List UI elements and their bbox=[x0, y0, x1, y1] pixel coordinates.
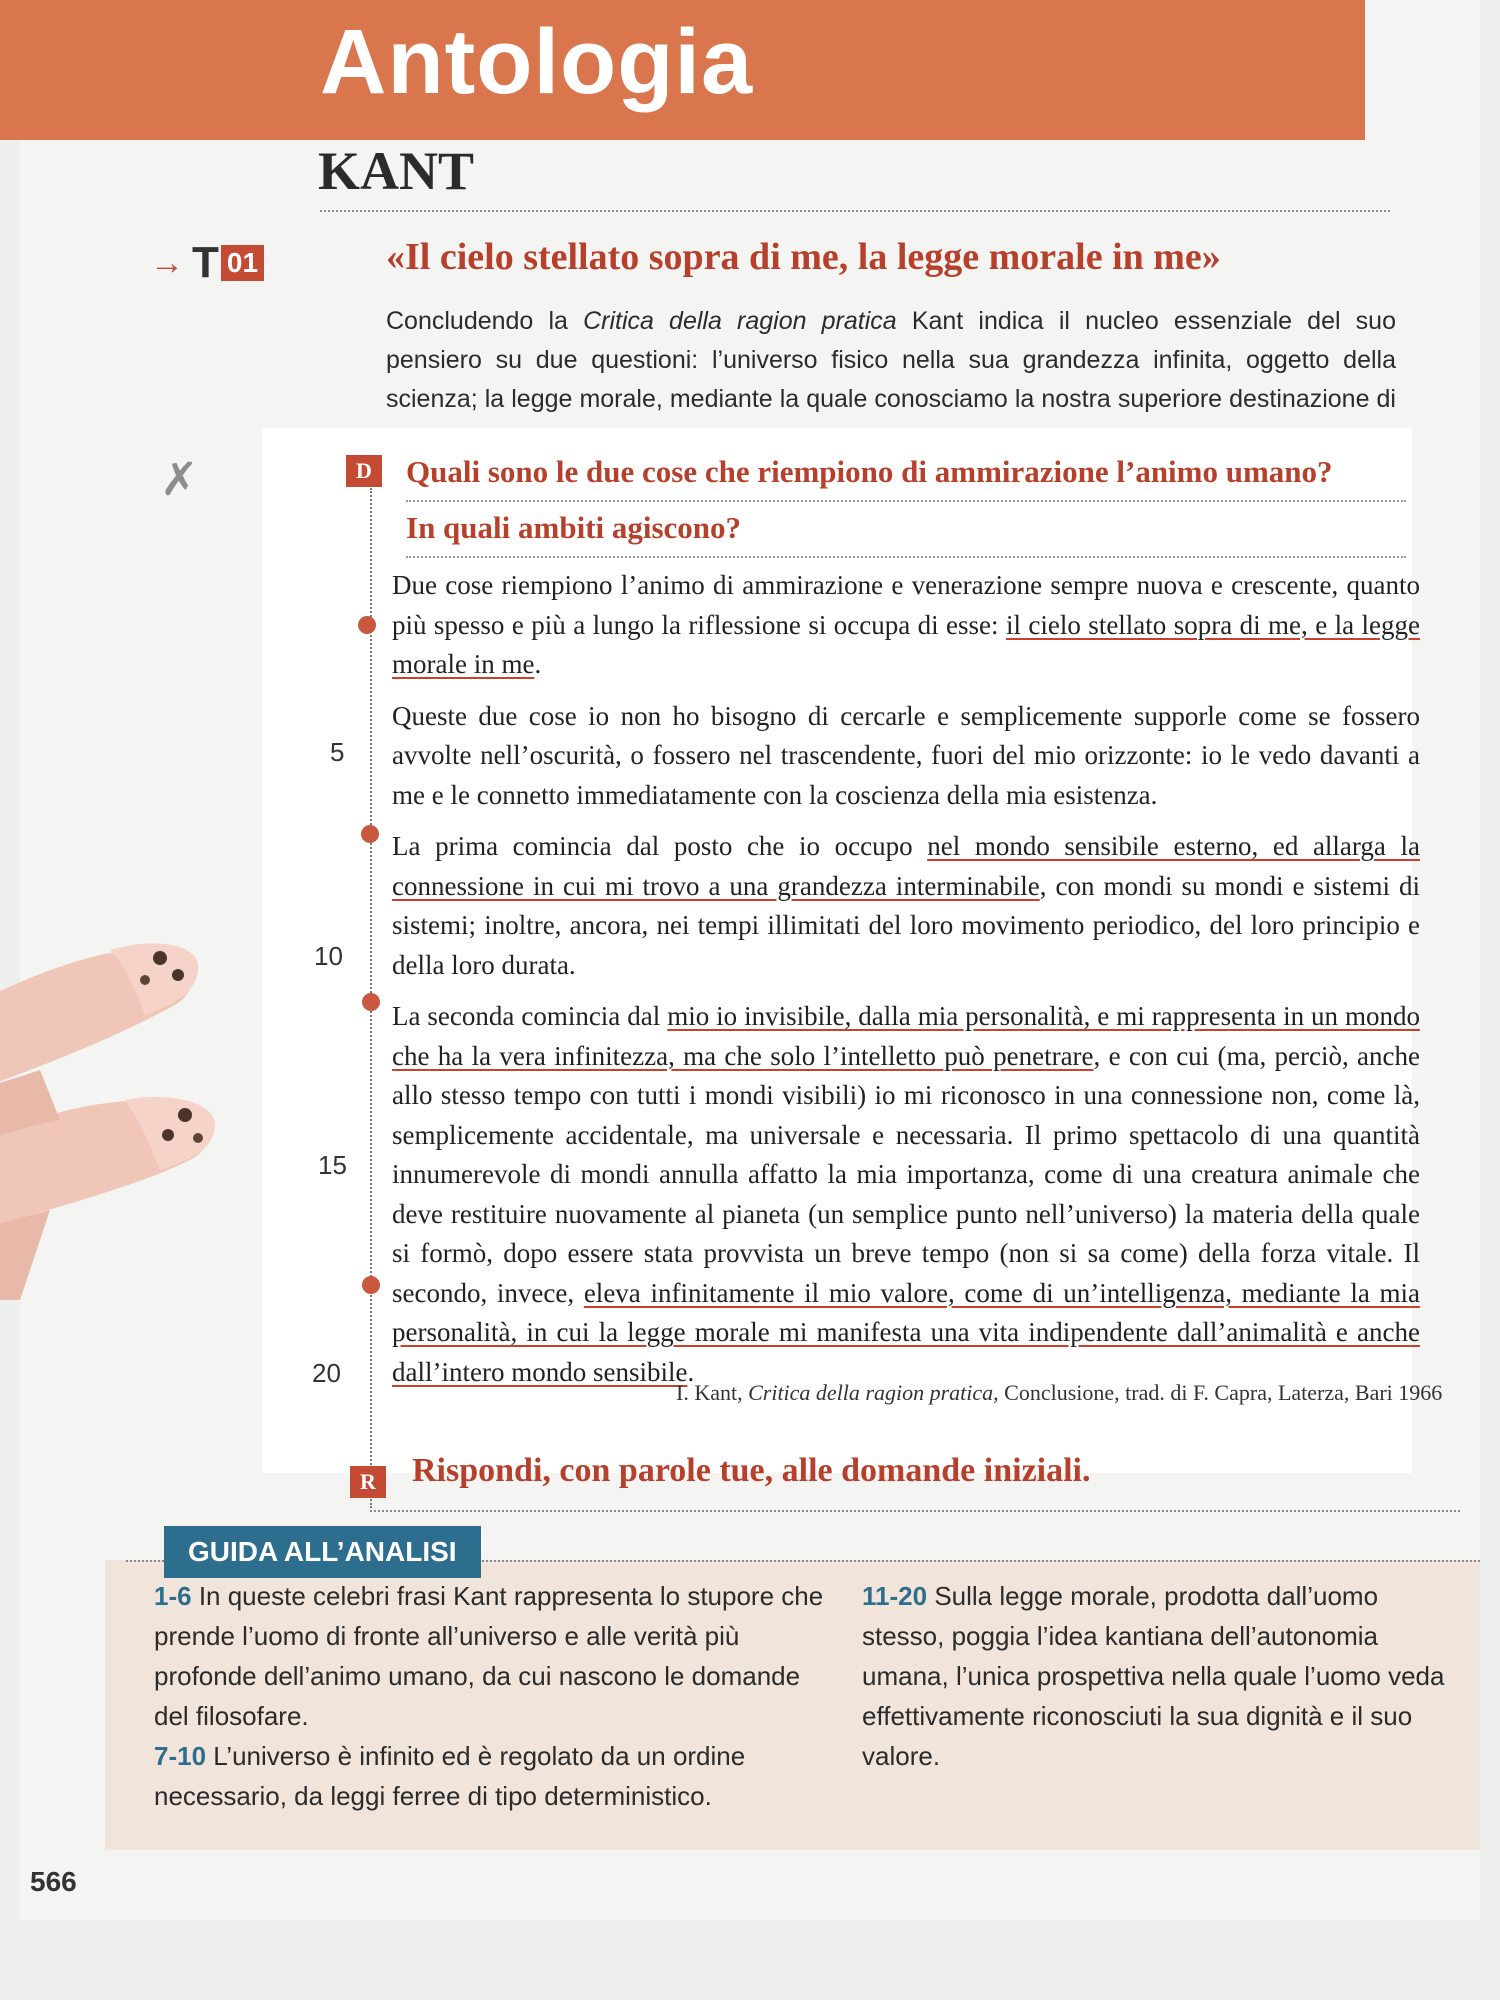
bullet-marker bbox=[358, 616, 376, 634]
line-number: 20 bbox=[312, 1358, 341, 1388]
underline-highlight: il cielo stellato sopra di me, e la legge morale in me bbox=[392, 609, 1420, 679]
guide-item: 11-20 Sulla legge morale, prodotta dall’uomo stesso, poggia l’idea kantiana dell’autonomia umana, l’unica prospettiva nella quale l’uomo veda effettivamente riconosciuti la sua dignità e il suo valore. bbox=[862, 1581, 1445, 1771]
divider bbox=[370, 1510, 1460, 1512]
line-number: 15 bbox=[318, 1150, 347, 1180]
question-badge: D bbox=[346, 455, 382, 487]
hand-fingers-image bbox=[0, 920, 270, 1300]
line-number: 10 bbox=[314, 941, 343, 971]
question-line-2: In quali ambiti agiscono? bbox=[406, 502, 1406, 558]
pencil-mark: ✗ bbox=[160, 452, 199, 506]
kant-passage bbox=[392, 566, 1420, 1404]
document-code bbox=[150, 238, 264, 288]
line-number: 5 bbox=[330, 737, 345, 767]
page-number: 566 bbox=[30, 1866, 77, 1897]
question-line-1: Quali sono le due cose che riempiono di ammirazione l’animo umano? bbox=[406, 446, 1406, 502]
header-band bbox=[0, 0, 1365, 140]
guide-column-right bbox=[862, 1576, 1462, 1776]
section-title: Antologia bbox=[320, 11, 754, 113]
paragraph-1: Due cose riempiono l’animo di ammirazione e venerazione sempre nuova e crescente, quanto più spesso e più a lungo la riflessione si occupa di esse: il cielo stellato sopra di me, e la legge morale in me. bbox=[392, 570, 1420, 679]
underline-highlight: eleva infinitamente il mio valore, come di un’intelligenza, mediante la mia personalità, in cui la legge morale mi manifesta una vita indipendente dall’animalità e anche dall’intero mondo sensibile bbox=[392, 1277, 1420, 1387]
respond-badge: R bbox=[350, 1466, 386, 1498]
analysis-guide-title: GUIDA ALL’ANALISI bbox=[164, 1526, 481, 1578]
respond-prompt: Rispondi, con parole tue, alle domande iniziali. bbox=[412, 1452, 1091, 1489]
author-heading: KANT bbox=[318, 141, 475, 201]
bullet-marker bbox=[362, 1276, 380, 1294]
bullet-marker bbox=[361, 825, 379, 843]
underline-highlight: mio io invisibile, dalla mia personalità, e mi rappresenta in un mondo che ha la vera infinitezza, ma che solo l’intelletto può penetrare bbox=[392, 1001, 1420, 1071]
paragraph-4: La seconda comincia dal mio io invisibile, dalla mia personalità, e mi rappresenta in un mondo che ha la vera infinitezza, ma che solo l’intelletto può penetrare, e con cui (ma, perciò, anche allo stesso tempo con tutti i mondi visibili) io mi riconosco in una connessione non, come là, semplicemente accidentale, ma universale e necessaria. Il primo spettacolo di una quantità innumerevole di mondi annulla affatto la mia importanza, come di una creatura animale che deve restituire nuovamente al pianeta (un semplice punto nell’universo) la materia della quale si formò, dopo essere stata provvista un breve tempo (non si sa come) della forza vitale. Il secondo, invece, eleva infinitamente il mio valore, come di un’intelligenza, mediante la mia personalità, in cui la legge morale mi manifesta una vita indipendente dall’animalità e anche dall’intero mondo sensibile. bbox=[392, 1001, 1421, 1387]
source-citation: I. Kant, Critica della ragion pratica, Conclusione, trad. di F. Capra, Laterza, Bari 1966 bbox=[676, 1380, 1443, 1405]
paragraph-3: La prima comincia dal posto che io occupo nel mondo sensibile esterno, ed allarga la connessione in cui mi trovo a una grandezza interminabile, con mondi su mondi e sistemi di sistemi; inoltre, ancora, nei tempi illimitati del loro movimento periodico, del loro principio e della loro durata. bbox=[392, 831, 1420, 980]
document-title: «Il cielo stellato sopra di me, la legge morale in me» bbox=[386, 236, 1221, 278]
guiding-question bbox=[406, 446, 1406, 558]
underline-highlight: nel mondo sensibile esterno, ed allarga la connessione in cui mi trovo a una grandezza interminabile bbox=[392, 831, 1420, 901]
divider bbox=[320, 210, 1390, 212]
code-number-badge: 01 bbox=[221, 245, 264, 281]
code-letter: T bbox=[192, 238, 219, 287]
intro-text: Concludendo la Critica della ragion pratica Kant indica il nucleo essenziale del suo pensiero su due questioni: l’universo fisico nella sua grandezza infinita, oggetto della scienza; la legge morale, mediante la quale conosciamo la nostra superiore destinazione di bbox=[386, 307, 1396, 413]
arrow-right-icon: → bbox=[150, 243, 184, 282]
guide-item: 7-10 L’universo è infinito ed è regolato da un ordine necessario, da leggi ferree di tipo deterministico. bbox=[154, 1741, 746, 1811]
bullet-marker bbox=[362, 993, 380, 1011]
guide-item: 1-6 In queste celebri frasi Kant rappresenta lo stupore che prende l’uomo di fronte all’universo e alle verità più profonde dell’animo umano, da cui nascono le domande del filosofare. bbox=[154, 1581, 824, 1731]
guide-column-left bbox=[154, 1576, 824, 1816]
paragraph-2: Queste due cose io non ho bisogno di cercarle e semplicemente supporle come se fossero avvolte nell’oscurità, o fossero nel trascendente, fuori del mio orizzonte: io le vedo davanti a me e le connetto immediatamente con la coscienza della mia esistenza. bbox=[392, 700, 1420, 810]
